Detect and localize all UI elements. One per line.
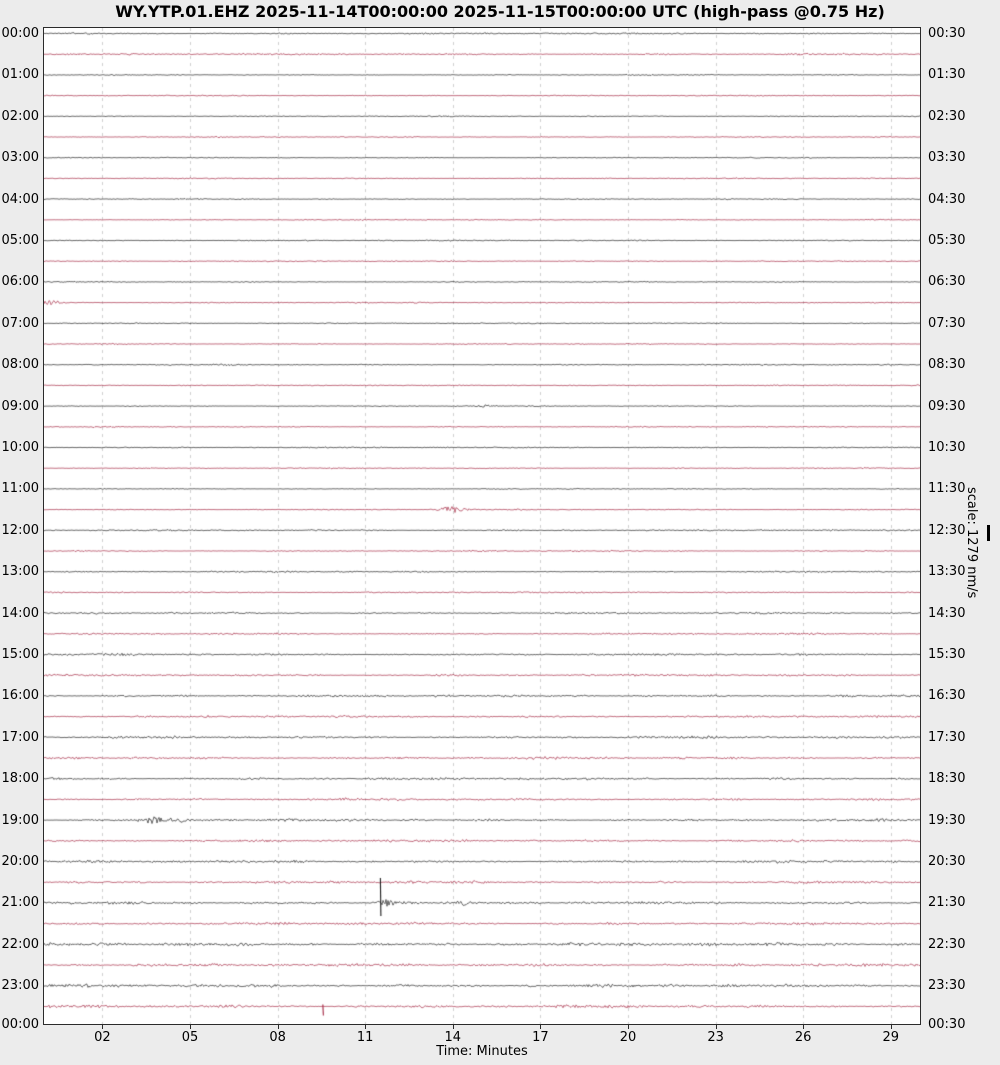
x-tick-label: 11: [356, 1030, 374, 1045]
y-axis-label-right: 21:30: [928, 895, 966, 911]
y-axis-label-right: 19:30: [928, 812, 966, 828]
y-axis-label-left: 13:00: [1, 564, 39, 580]
y-axis-label-left: 06:00: [1, 274, 39, 290]
x-tick-label: 14: [444, 1030, 462, 1045]
y-axis-label-right: 05:30: [928, 233, 966, 248]
y-axis-label-left: 09:00: [1, 398, 39, 414]
y-axis-label-left: 00:00: [1, 26, 39, 41]
plot-title: WY.YTP.01.EHZ 2025-11-14T00:00:00 2025-11-15T00:00:00 UTC (high-pass @0.75 Hz): [115, 2, 885, 21]
y-axis-label-left: 16:00: [1, 688, 39, 704]
y-axis-label-left: 22:00: [1, 936, 39, 952]
y-axis-label-left: 18:00: [1, 771, 39, 787]
y-axis-label-right: 08:30: [928, 357, 966, 373]
y-axis-label-right: 06:30: [928, 274, 966, 290]
x-tick-mark: [891, 1025, 892, 1029]
y-axis-label-left: 03:00: [1, 150, 39, 166]
scale-label: scale: 1279 nm/s: [964, 487, 979, 599]
y-axis-label-right: 03:30: [928, 150, 966, 166]
y-axis-label-right: 09:30: [928, 398, 966, 414]
x-axis-title: Time: Minutes: [436, 1044, 528, 1059]
x-tick-mark: [803, 1025, 804, 1029]
y-axis-label-right: 07:30: [928, 315, 966, 331]
x-tick-label: 26: [794, 1030, 812, 1045]
y-axis-label-left: 10:00: [1, 440, 39, 455]
y-axis-label-right: 13:30: [928, 564, 966, 580]
y-axis-label-right: 23:30: [928, 978, 966, 994]
y-axis-label-left: 15:00: [1, 647, 39, 662]
x-tick-mark: [540, 1025, 541, 1029]
x-tick-label: 20: [619, 1030, 637, 1045]
plot-area: [43, 27, 921, 1025]
scale-bar: [987, 525, 990, 541]
y-axis-label-left: 19:00: [1, 812, 39, 828]
y-axis-label-left: 01:00: [1, 67, 39, 83]
x-tick-mark: [453, 1025, 454, 1029]
x-tick-mark: [365, 1025, 366, 1029]
y-axis-label-right: 20:30: [928, 854, 966, 869]
y-axis-label-left: 14:00: [1, 605, 39, 621]
x-tick-label: 17: [532, 1030, 549, 1045]
y-axis-label-right: 22:30: [928, 936, 966, 952]
x-tick-label: 02: [94, 1030, 111, 1045]
y-axis-label-right: 00:30: [928, 26, 966, 41]
y-axis-label-left: 04:00: [1, 191, 39, 207]
y-axis-label-left: 20:00: [1, 854, 39, 869]
x-tick-label: 05: [181, 1030, 199, 1045]
y-axis-label-right: 01:30: [928, 67, 966, 83]
y-axis-label-right: 12:30: [928, 522, 966, 538]
y-axis-label-left: 05:00: [1, 233, 39, 248]
y-axis-label-left: 21:00: [1, 895, 39, 911]
y-axis-label-left: 08:00: [1, 357, 39, 373]
y-axis-label-right: 15:30: [928, 647, 966, 662]
y-axis-label-right: 11:30: [928, 481, 966, 497]
x-tick-label: 08: [269, 1030, 286, 1045]
y-axis-label-left: 07:00: [1, 315, 39, 331]
x-tick-label: 23: [707, 1030, 724, 1045]
y-axis-label-right: 18:30: [928, 771, 966, 787]
y-axis-label-right: 10:30: [928, 440, 966, 455]
x-tick-mark: [102, 1025, 103, 1029]
x-tick-mark: [628, 1025, 629, 1029]
x-tick-mark: [716, 1025, 717, 1029]
y-axis-label-left: 17:00: [1, 729, 39, 745]
x-tick-label: 29: [882, 1030, 900, 1045]
y-axis-label-left: 23:00: [1, 978, 39, 994]
y-axis-label-right: 17:30: [928, 729, 966, 745]
y-axis-label-left: 00:00: [1, 1016, 39, 1032]
y-axis-label-right: 14:30: [928, 605, 966, 621]
y-axis-label-left: 02:00: [1, 108, 39, 124]
y-axis-label-right: 16:30: [928, 688, 966, 704]
y-axis-label-left: 12:00: [1, 522, 39, 538]
y-axis-label-right: 00:30: [928, 1016, 966, 1032]
helicorder-canvas: [44, 28, 920, 1024]
y-axis-label-left: 11:00: [1, 481, 39, 497]
x-tick-mark: [190, 1025, 191, 1029]
y-axis-label-right: 02:30: [928, 108, 966, 124]
x-tick-mark: [278, 1025, 279, 1029]
y-axis-label-right: 04:30: [928, 191, 966, 207]
